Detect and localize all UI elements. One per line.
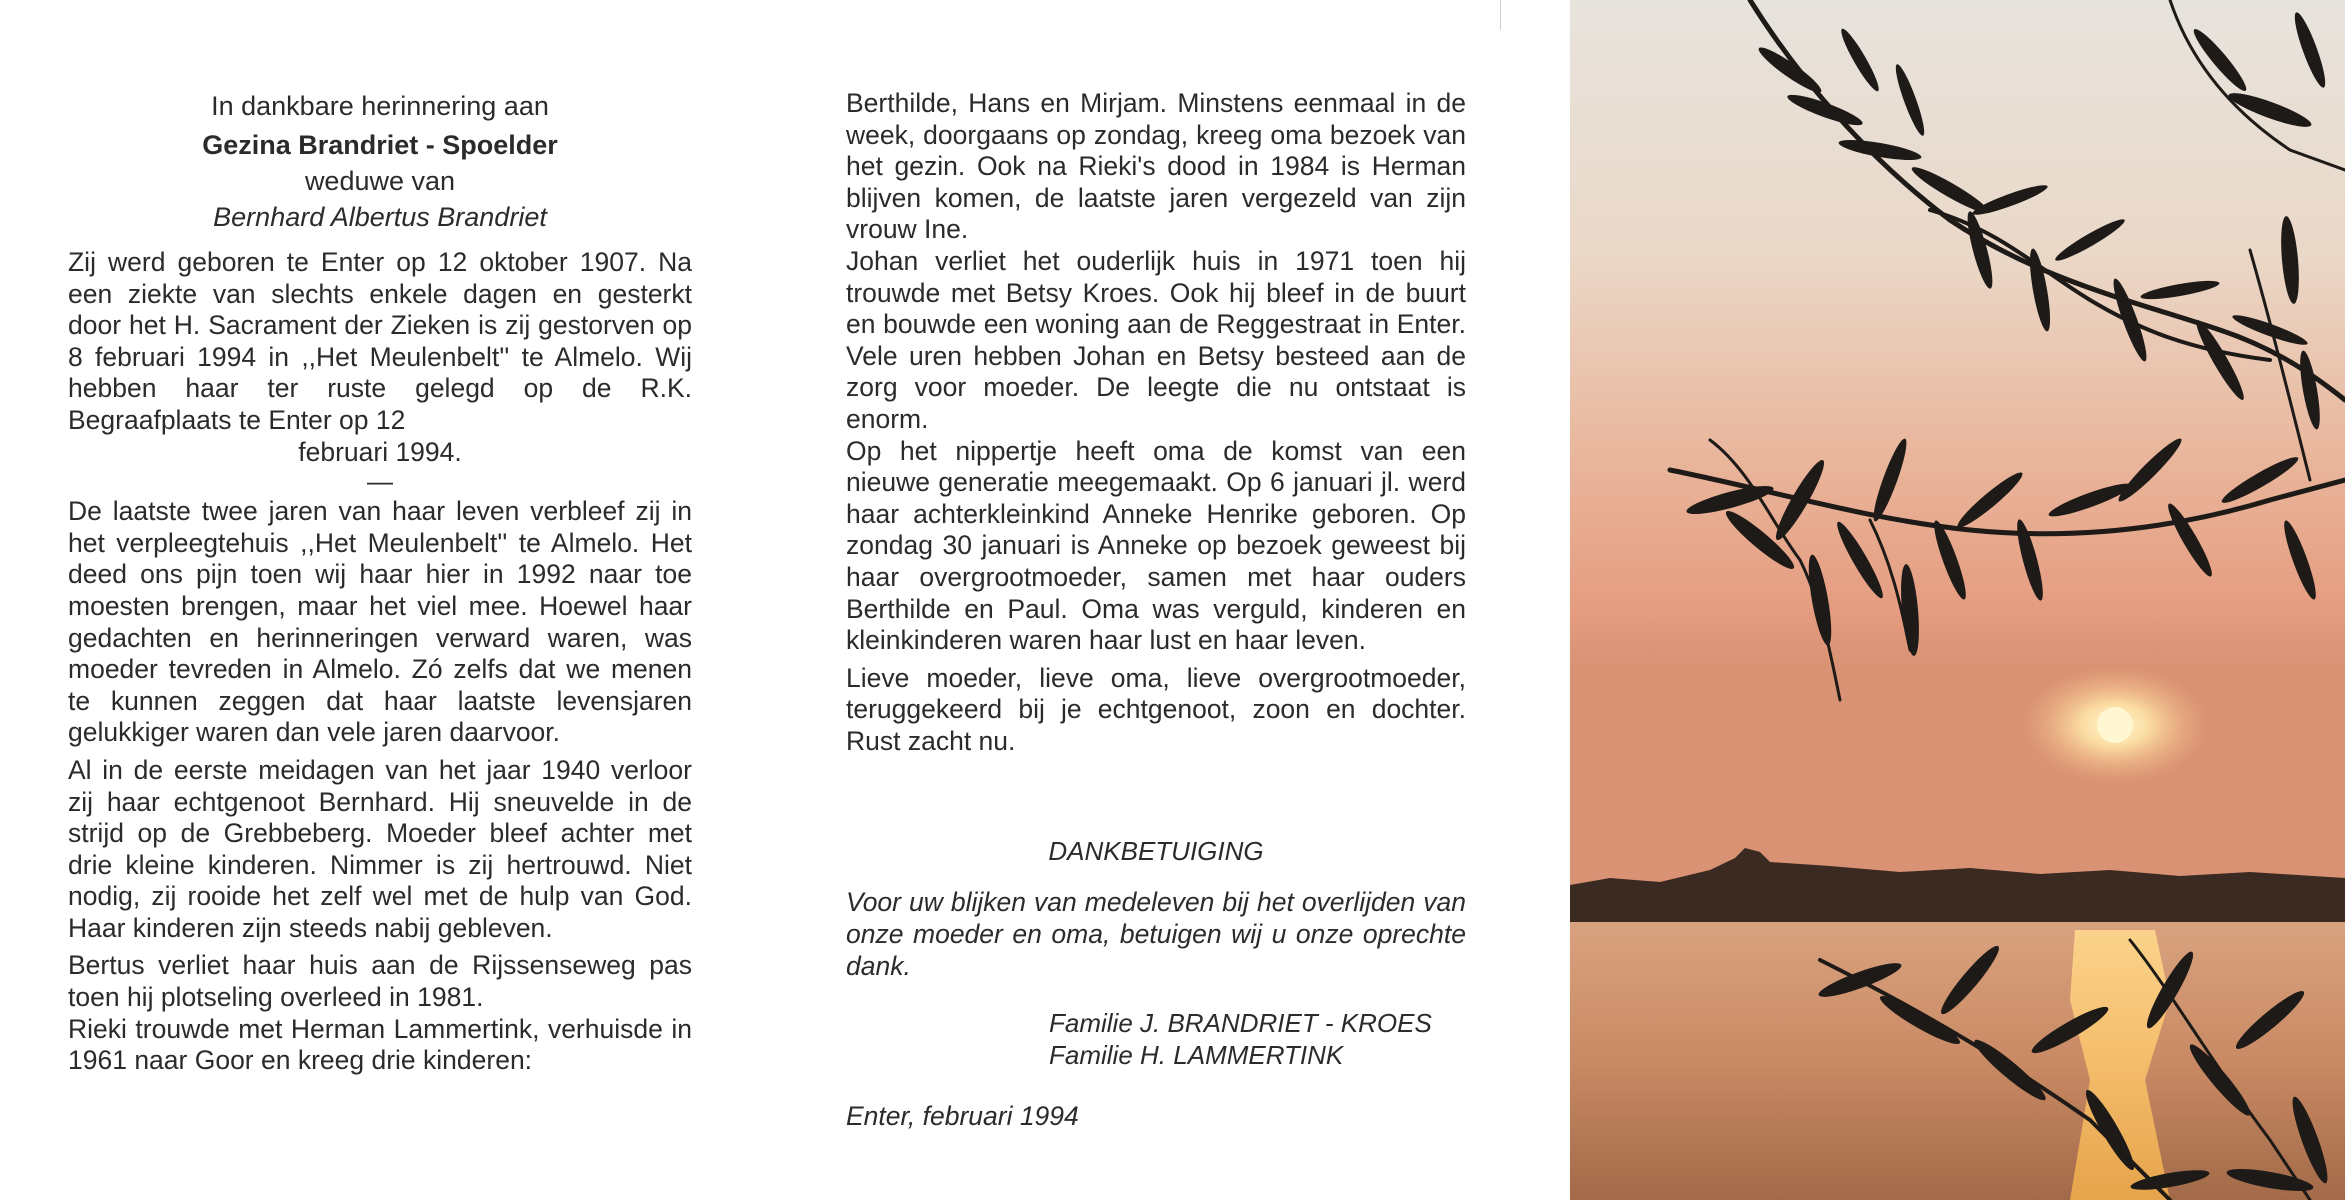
paragraph-visits: Berthilde, Hans en Mirjam. Minstens eenmaal in de week, doorgaans op zondag, kreeg oma bezoek van het gezin. Ook na Rieki's dood in 1984 is Herman blijven komen, de laatste jaren vergezeld van zijn vrouw Ine. <box>846 88 1466 245</box>
sun <box>2097 707 2133 743</box>
paragraph-johan: Johan verliet het ouderlijk huis in 1971 toen hij trouwde met Betsy Kroes. Ook hij bleef in de buurt en bouwde een woning aan de Reggestraat in Enter. Vele uren hebben Johan en Betsy besteed aan de zorg voor moeder. De leegte die nu ontstaat is enorm. <box>846 245 1466 434</box>
paragraph-bertus: Bertus verliet haar huis aan de Rijssenseweg pas toen hij plotseling overleed in 1981. <box>68 950 692 1013</box>
text-column-left <box>68 0 692 1077</box>
paragraph-rieki: Rieki trouwde met Herman Lammertink, verhuisde in 1961 naar Goor en kreeg drie kinderen: <box>68 1013 692 1076</box>
text-column-middle <box>846 0 1466 1133</box>
separator-dash: — <box>367 466 393 497</box>
intro-line: In dankbare herinnering aan <box>211 91 549 121</box>
sky <box>1570 0 2345 900</box>
paragraph-nursing-home: De laatste twee jaren van haar leven verbleef zij in het verpleegtehuis ,,Het Meulenbelt'' te Almelo. Het deed ons pijn toen wij haar hier in 1992 naar toe moesten brengen, maar het viel mee. Hoewel haar gedachten en herinneringen verward waren, was moeder tevreden in Almelo. Zó zelfs dat we menen te kunnen zeggen dat haar laatste levensjaren gelukkiger waren dan vele jaren daarvoor. <box>68 496 692 748</box>
family-signatures <box>1049 1008 1466 1071</box>
family-brandriet: Familie J. BRANDRIET - KROES <box>1049 1008 1432 1039</box>
place-date: Enter, februari 1994 <box>846 1101 1079 1132</box>
water <box>1570 922 2345 1200</box>
paragraph-farewell: Lieve moeder, lieve oma, lieve overgrootmoeder, teruggekeerd bij je echtgenoot, zoon en dochter. Rust zacht nu. <box>846 662 1466 756</box>
paragraph-husband: Al in de eerste meidagen van het jaar 1940 verloor zij haar echtgenoot Bernhard. Hij sneuvelde in de strijd op de Grebbeberg. Moeder bleef achter met drie kleine kinderen. Nimmer is zij hertrouwd. Niet nodig, zij rooide het zelf wel met de hulp van God. Haar kinderen zijn steeds nabij gebleven. <box>68 754 692 943</box>
sunset-photo <box>1570 0 2345 1200</box>
fold-line <box>1500 0 1501 30</box>
bio-paragraph-end: februari 1994. <box>298 436 462 467</box>
husband-name: Bernhard Albertus Brandriet <box>213 202 547 232</box>
family-lammertink: Familie H. LAMMERTINK <box>1049 1039 1344 1070</box>
thanks-title: DANKBETUIGING <box>1048 836 1264 867</box>
bio-paragraph: Zij werd geboren te Enter op 12 oktober 1907. Na een ziekte van slechts enkele dagen en gesterkt door het H. Sacrament der Zieken is zij gestorven op 8 februari 1994 in ,,Het Meulenbelt'' te Almelo. Wij hebben haar ter ruste gelegd op de R.K. Begraafplaats te Enter op 12 <box>68 247 692 435</box>
deceased-name: Gezina Brandriet - Spoelder <box>202 130 558 160</box>
paragraph-generation: Op het nippertje heeft oma de komst van een nieuwe generatie meegemaakt. Op 6 januari jl. werd haar achterkleinkind Anneke Henrike geboren. Op zondag 30 januari is Anneke op bezoek geweest bij haar overgrootmoeder, samen met haar ouders Berthilde en Paul. Oma was verguld, kinderen en kleinkinderen waren haar lust en haar leven. <box>846 435 1466 656</box>
widow-of-line: weduwe van <box>304 166 456 196</box>
thanks-body: Voor uw blijken van medeleven bij het overlijden van onze moeder en oma, betuigen wij u onze oprechte dank. <box>846 887 1466 981</box>
